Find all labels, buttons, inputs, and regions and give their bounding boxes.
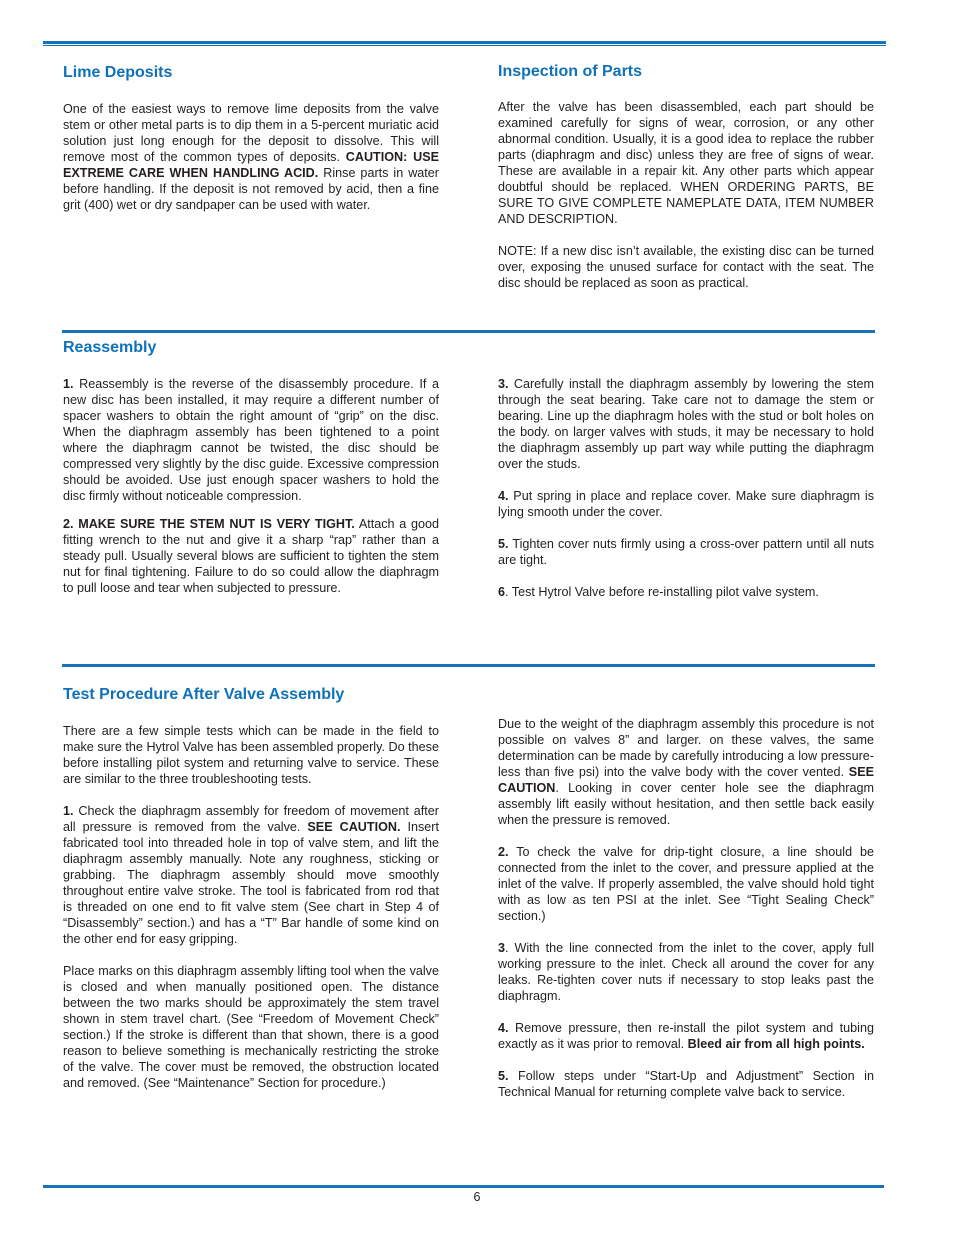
bottom-rule <box>43 1185 884 1188</box>
top-rule <box>43 41 886 44</box>
test-procedure-heading: Test Procedure After Valve Assembly <box>63 686 345 703</box>
test-step-2: 2. To check the valve for drip-tight closure, a line should be connected from the inlet to the cover, and pressure applied at the inlet of the valve. If properly assembled, the valve should hold tight with as low as ten PSI at the inlet. See “Tight Sealing Check” section.) <box>498 845 874 923</box>
inspection-paragraph: After the valve has been disassembled, each part should be examined carefully for signs of wear, corrosion, or any other abnormal condition. Usually, it is a good idea to replace the rubber parts (diaphragm and disc) unless they are free of signs of wear. These are available in a repair kit. Any other parts which appear doubtful should be replaced. WHEN ORDERING PARTS, BE SURE TO GIVE COMPLETE NAMEPLATE DATA, ITEM NUMBER AND DESCRIPTION. <box>498 100 874 226</box>
test-weight-paragraph: Due to the weight of the diaphragm assembly this procedure is not possible on valves 8” and larger. on these valves, the same determination can be made by carefully introducing a low pressure-less than five psi) into the valve body with the cover vented. SEE CAUTION. Looking in cover center hole see the diaphragm assembly lift easily without hesitation, and then settle back easily when the pressure is removed. <box>498 717 874 827</box>
test-step-4: 4. Remove pressure, then re-install the pilot system and tubing exactly as it was prior to removal. Bleed air from all high points. <box>498 1021 874 1051</box>
reassembly-right <box>498 376 874 616</box>
lime-deposits-paragraph: One of the easiest ways to remove lime deposits from the valve stem or other metal parts is to dip them in a 5-percent muriatic acid solution just long enough for the deposit to dissolve. This will remove most of the common types of deposits. CAUTION: USE EXTREME CARE WHEN HANDLING ACID. Rinse parts in water before handling. If the deposit is not removed by acid, then a fine grit (400) wet or dry sandpaper can be used with water. <box>63 102 439 212</box>
test-procedure-rule <box>62 664 875 667</box>
reassembly-step-2: 2. MAKE SURE THE STEM NUT IS VERY TIGHT. Attach a good fitting wrench to the nut and give it a sharp “rap” rather than a steady pull. Usually several blows are sufficient to tighten the stem nut for final tightening. Failure to do so could allow the diaphragm to pull loose and tear when subjected to pressure. <box>63 517 439 595</box>
reassembly-heading: Reassembly <box>63 339 157 356</box>
reassembly-step-1: 1. Reassembly is the reverse of the disassembly procedure. If a new disc has been installed, it may require a different number of spacer washers to obtain the right amount of “grip” on the disc. When the diaphragm assembly has been tightened to a point where the diaphragm cannot be twisted, the disc should be compressed very slightly by the disc guide. Excessive compression should be avoided. Use just enough spacer washers to hold the disc firmly without noticeable compression. <box>63 377 439 503</box>
lime-deposits-heading: Lime Deposits <box>63 64 173 81</box>
inspection-note: NOTE: If a new disc isn’t available, the existing disc can be turned over, exposing the unused surface for contact with the seat. The disc should be replaced as soon as practical. <box>498 244 874 290</box>
reassembly-step-4: 4. Put spring in place and replace cover. Make sure diaphragm is lying smooth under the cover. <box>498 489 874 519</box>
test-procedure-left <box>63 723 439 1107</box>
inspection-heading: Inspection of Parts <box>498 63 643 80</box>
acid-caution: CAUTION: USE EXTREME CARE WHEN HANDLING ACID. <box>63 150 439 180</box>
test-procedure-right <box>498 716 874 1116</box>
inspection-body <box>498 99 874 307</box>
test-marks-paragraph: Place marks on this diaphragm assembly lifting tool when the valve is closed and when manually positioned open. The distance between the two marks should be approximately the stem travel shown in stem travel chart. (See “Freedom of Movement Check” section.) If the stroke is different than that shown, there is a good reason to believe something is mechanically restricting the stroke of the valve. The cover must be removed, the obstruction located and removed. (See “Maintenance” Section for procedure.) <box>63 964 439 1090</box>
reassembly-step-6: 6. Test Hytrol Valve before re-installing pilot valve system. <box>498 585 819 599</box>
top-rule-thin <box>43 45 886 46</box>
reassembly-rule <box>62 330 875 333</box>
lime-deposits-body <box>63 101 439 229</box>
reassembly-step-5: 5. Tighten cover nuts firmly using a cross-over pattern until all nuts are tight. <box>498 537 874 567</box>
test-step-1: 1. Check the diaphragm assembly for freedom of movement after all pressure is removed from the valve. SEE CAUTION. Insert fabricated tool into threaded hole in top of valve stem, and lift the diaphragm assembly manually. Note any roughness, sticking or grabbing. The diaphragm assembly should move smoothly throughout entire valve stroke. The tool is fabricated from rod that is threaded on one end to fit valve stem (See chart in Step 4 of “Disassembly” section.) and has a “T” Bar handle of some kind on the other end for easy gripping. <box>63 804 439 946</box>
reassembly-step-3: 3. Carefully install the diaphragm assembly by lowering the stem through the seat bearing. Take care not to damage the stem or bearing. Line up the diaphragm holes with the stud or bolt holes on the body. on larger valves with studs, it may be necessary to hold the diaphragm assembly up part way while putting the diaphragm over the studs. <box>498 377 874 471</box>
reassembly-left <box>63 376 439 612</box>
test-intro: There are a few simple tests which can be made in the field to make sure the Hytrol Valve has been assembled properly. Do these before installing pilot system and returning valve to service. These are similar to the three troubleshooting tests. <box>63 724 439 786</box>
page-number: 6 <box>473 1190 481 1204</box>
test-step-5: 5. Follow steps under “Start-Up and Adjustment” Section in Technical Manual for returning complete valve back to service. <box>498 1069 874 1099</box>
test-step-3: 3. With the line connected from the inlet to the cover, apply full working pressure to the inlet. Check all around the cover for any leaks. Re-tighten cover nuts if necessary to stop leaks past the diaphragm. <box>498 941 874 1003</box>
